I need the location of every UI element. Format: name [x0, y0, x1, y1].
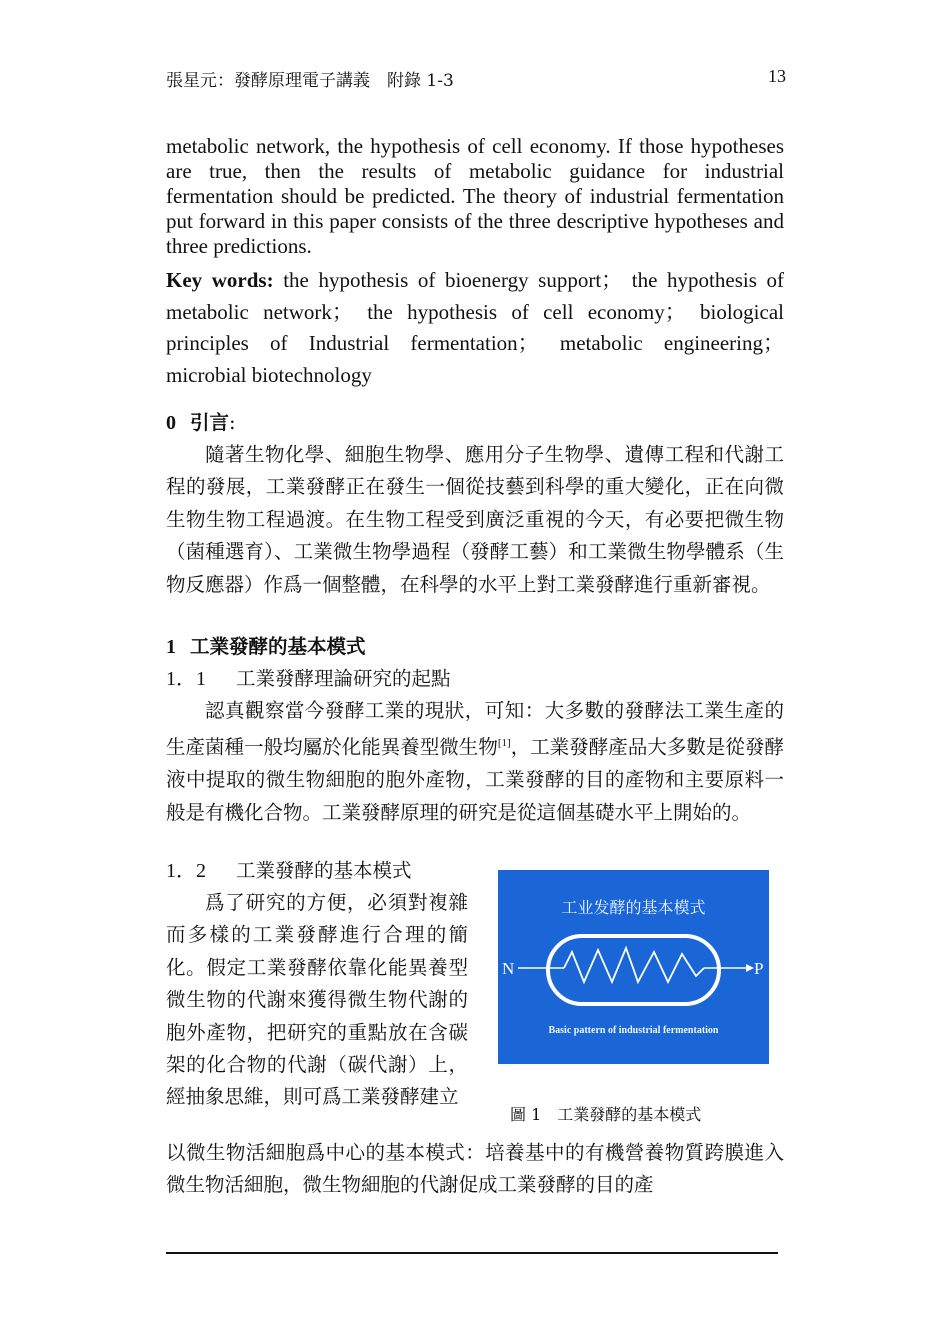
subsection-1-2-number: 1．2 [166, 860, 206, 882]
abstract-text [166, 134, 784, 259]
section-0-body [166, 439, 784, 601]
metabolism-zigzag [564, 948, 704, 982]
section-1-title: 工業發酵的基本模式 [190, 635, 366, 658]
section-0-colon: : [229, 411, 236, 434]
page-number: 13 [768, 66, 786, 86]
section-0-title: 引言 [190, 411, 230, 434]
footer-rule [166, 1252, 778, 1254]
keywords-label: Key words: [166, 268, 274, 292]
subsection-1-1-body [166, 695, 784, 829]
subsection-1-1-heading [166, 663, 784, 695]
arrow-head-icon [746, 964, 754, 972]
start-point-text-a: 認真觀察當今發酵工業的現狀，可知：大多數的發酵法工業生產的生產菌種一般均屬於化能異養型微生物 [166, 699, 784, 759]
header-title: 張星元：發酵原理電子講義 附錄 1-3 [166, 71, 454, 91]
subsection-1-2-full-text [166, 1137, 784, 1202]
abstract-paragraph: metabolic network, the hypothesis of cell economy. If those hypotheses are true, then the results of metabolic guidance for industrial fermentation should be predicted. The theory of industrial fermentation put forward in this paper consists of the three descriptive hypotheses and three predictions. [166, 134, 784, 258]
section-0-heading [166, 407, 784, 439]
section-0-number: 0 [166, 412, 176, 434]
citation-ref: [1] [497, 737, 511, 750]
start-point-paragraph [166, 695, 784, 829]
subsection-1-2-title: 工業發酵的基本模式 [236, 859, 412, 882]
figure-1 [498, 870, 769, 1064]
figure-title: 工业发酵的基本模式 [561, 898, 706, 917]
keywords-list: the hypothesis of bioenergy support； the hypothesis of metabolic network； the hypothesis of cell economy； biological principles of Industrial fermentation； metabolic engineering； microbial biotechnology [166, 268, 784, 387]
intro-paragraph: 隨著生物化學、細胞生物學、應用分子生物學、遺傳工程和代謝工程的發展，工業發酵正在發生一個從技藝到科學的重大變化，正在向微生物生物工程過渡。在生物工程受到廣泛重視的今天，有必要把微生物（菌種選育）、工業微生物學過程（發酵工藝）和工業微生物學體系（生物反應器）作爲一個整體，在科學的水平上對工業發酵進行重新審視。 [166, 443, 784, 596]
label-n: N [502, 959, 515, 978]
subsection-1-1-title: 工業發酵理論研究的起點 [236, 667, 451, 690]
pattern-paragraph-full: 以微生物活細胞爲中心的基本模式：培養基中的有機營養物質跨膜進入微生物活細胞，微生物細胞的代謝促成工業發酵的目的產 [166, 1141, 784, 1197]
start-point-text-b: ，工業發酵產品大多數是從發酵液中提取的微生物細胞的胞外產物，工業發酵的目的產物和主要原料一般是有機化合物。工業發酵原理的研究是從這個基礎水平上開始的。 [166, 735, 784, 824]
figure-subtitle: Basic pattern of industrial fermentation [548, 1025, 719, 1036]
pattern-paragraph-side: 爲了研究的方便，必須對複雜而多樣的工業發酵進行合理的簡化。假定工業發酵依靠化能異養型微生物的代謝來獲得微生物代謝的胞外產物，把研究的重點放在含碳架的化合物的代謝（碳代謝）上，經抽象思維，則可爲工業發酵建立 [166, 891, 468, 1109]
subsection-1-2-side-text [166, 887, 468, 1114]
keywords [166, 265, 784, 391]
subsection-1-1-number: 1．1 [166, 668, 206, 690]
section-1-heading [166, 631, 784, 663]
label-p: P [754, 959, 764, 978]
figure-caption: 圖 1 工業發酵的基本模式 [510, 1105, 702, 1124]
section-1-number: 1 [166, 636, 176, 658]
